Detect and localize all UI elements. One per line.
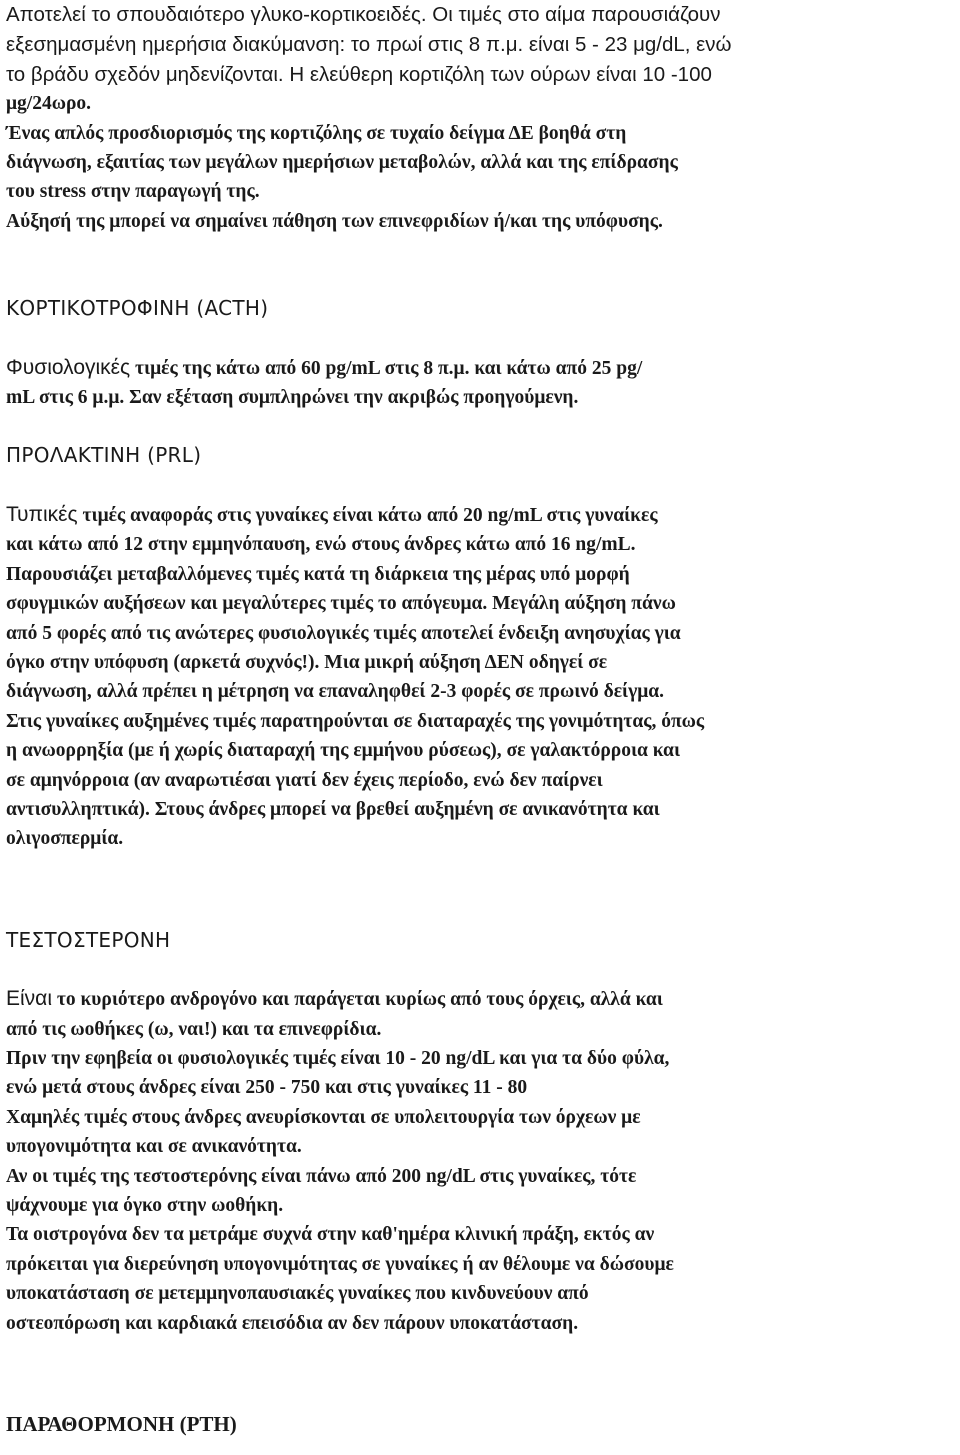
prl-line-1: Τυπικές τιμές αναφοράς στις γυναίκες είναι κάτω από 20 ng/mL στις γυναίκες — [6, 502, 658, 526]
prl-line-11: αντισυλληπτικά). Στους άνδρες μπορεί να βρεθεί αυξημένη σε ανικανότητα και — [6, 798, 660, 820]
prl-heading: ΠΡΟΛΑΚΤΙΝΗ (PRL) — [6, 443, 202, 468]
acth-heading: ΚΟΡΤΙΚΟΤΡΟΦΙΝΗ (ACTH) — [6, 296, 269, 321]
testosterone-line-1: Είναι το κυριότερο ανδρογόνο και παράγεται κυρίως από τους όρχεις, αλλά και — [6, 987, 663, 1011]
prl-line-4: σφυγμικών αυξήσεων και μεγαλύτερες τιμές το απόγευμα. Μεγάλη αύξηση πάνω — [6, 593, 676, 615]
cortisol-line-1: Αποτελεί το σπουδαιότερο γλυκο-κορτικοειδές. Οι τιμές στο αίμα παρουσιάζουν — [6, 3, 721, 26]
testosterone-section — [6, 926, 954, 1338]
cortisol-line-8: Αύξησή της μπορεί να σημαίνει πάθηση των επινεφριδίων ή/και της υπόφυσης. — [6, 210, 663, 232]
testosterone-line-12: οστεοπόρωση και καρδιακά επεισόδια αν δεν πάρουν υποκατάσταση. — [6, 1312, 579, 1334]
testosterone-line-7: Αν οι τιμές της τεστοστερόνης είναι πάνω από 200 ng/dL στις γυναίκες, τότε — [6, 1165, 637, 1187]
testosterone-line-11: υποκατάσταση σε μετεμμηνοπαυσιακές γυναίκες που κινδυνεύουν από — [6, 1283, 589, 1305]
cortisol-line-6: διάγνωση, εξαιτίας των μεγάλων ημερήσιων μεταβολών, αλλά και της επίδρασης — [6, 152, 678, 174]
testosterone-heading: ΤΕΣΤΟΣΤΕΡΟΝΗ — [6, 927, 171, 952]
testosterone-line-3: Πριν την εφηβεία οι φυσιολογικές τιμές είναι 10 - 20 ng/dL και για τα δύο φύλα, — [6, 1047, 670, 1069]
testosterone-line-6: υπογονιμότητα και σε ανικανότητα. — [6, 1136, 302, 1158]
prl-section — [6, 441, 954, 853]
prl-line-10: σε αμηνόρροια (αν αναρωτιέσαι γιατί δεν έχεις περίοδο, ενώ δεν παίρνει — [6, 769, 603, 791]
prl-line-2: και κάτω από 12 στην εμμηνόπαυση, ενώ στους άνδρες κάτω από 16 ng/mL. — [6, 534, 636, 556]
prl-line-9: η ανωορρηξία (με ή χωρίς διαταραχή της εμμήνου ρύσεως), σε γαλακτόρροια και — [6, 740, 680, 762]
testosterone-line-10: πρόκειται για διερεύνηση υπογονιμότητας σε γυναίκες ή αν θέλουμε να δώσουμε — [6, 1253, 674, 1275]
acth-section — [6, 294, 954, 412]
prl-line-3: Παρουσιάζει μεταβαλλόμενες τιμές κατά τη διάρκεια της μέρας υπό μορφή — [6, 563, 630, 585]
cortisol-line-4: μg/24ωρο. — [6, 93, 92, 115]
testosterone-line-4: ενώ μετά στους άνδρες είναι 250 - 750 και στις γυναίκες 11 - 80 — [6, 1077, 528, 1099]
cortisol-line-2: εξεσημασμένη ημερήσια διακύμανση: το πρωί στις 8 π.μ. είναι 5 - 23 μg/dL, ενώ — [6, 33, 732, 57]
acth-line-2: mL στις 6 μ.μ. Σαν εξέταση συμπληρώνει την ακριβώς προηγούμενη. — [6, 387, 579, 409]
testosterone-line-2: από τις ωοθήκες (ω, ναι!) και τα επινεφρίδια. — [6, 1018, 382, 1040]
testosterone-line-8: ψάχνουμε για όγκο στην ωοθήκη. — [6, 1195, 284, 1216]
testosterone-line-5: Χαμηλές τιμές στους άνδρες ανευρίσκονται σε υπολειτουργία των όρχεων με — [6, 1106, 641, 1128]
cortisol-line-7: του stress στην παραγωγή της. — [6, 181, 260, 203]
prl-line-8: Στις γυναίκες αυξημένες τιμές παρατηρούνται σε διαταραχές της γονιμότητας, όπως — [6, 710, 705, 732]
prl-line-7: διάγνωση, αλλά πρέπει η μέτρηση να επαναληφθεί 2-3 φορές σε πρωινό δείγμα. — [6, 681, 665, 703]
cortisol-line-5: Ένας απλός προσδιορισμός της κορτιζόλης σε τυχαίο δείγμα ΔΕ βοηθά στη — [6, 122, 627, 144]
pth-heading: ΠΑΡΑΘΟΡΜΟΝΗ (PTH) — [6, 1412, 237, 1437]
pth-section — [6, 1410, 954, 1439]
prl-line-5: από 5 φορές από τις ανώτερες φυσιολογικές τιμές αποτελεί ένδειξη ανησυχίας για — [6, 622, 681, 644]
prl-line-12: ολιγοσπερμία. — [6, 828, 124, 850]
testosterone-line-9: Τα οιστρογόνα δεν τα μετράμε συχνά στην καθ'ημέρα κλινική πράξη, εκτός αν — [6, 1224, 655, 1246]
cortisol-section — [6, 0, 954, 236]
cortisol-line-3: το βράδυ σχεδόν μηδενίζονται. Η ελεύθερη κορτιζόλη των ούρων είναι 10 -100 — [6, 62, 712, 86]
prl-line-6: όγκο στην υπόφυση (αρκετά συχνός!). Μια μικρή αύξηση ΔΕΝ οδηγεί σε — [6, 651, 608, 673]
acth-line-1: Φυσιολογικές τιμές της κάτω από 60 pg/mL στις 8 π.μ. και κάτω από 25 pg/ — [6, 355, 643, 379]
